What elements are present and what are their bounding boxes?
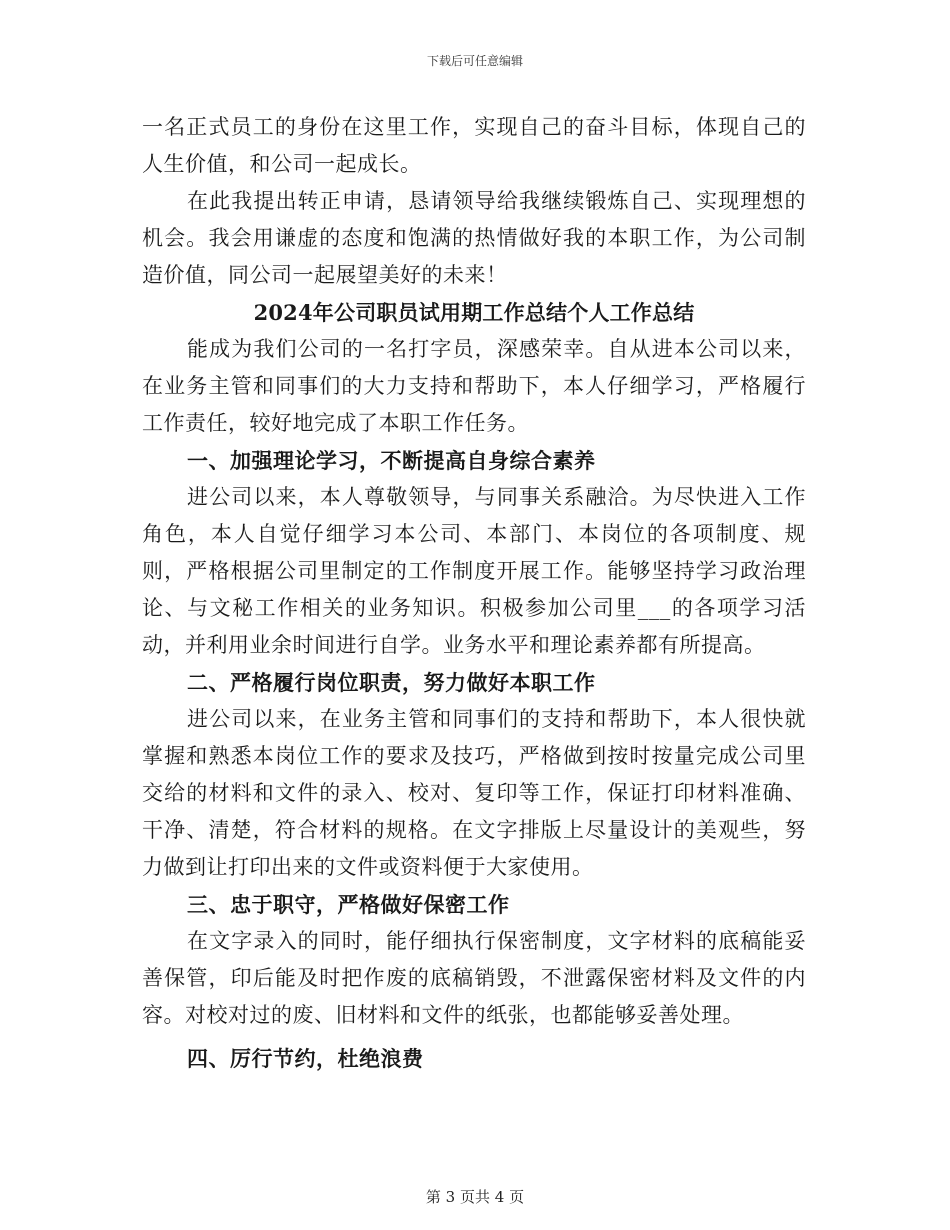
section-heading: 三、忠于职守，严格做好保密工作	[187, 892, 510, 917]
body-paragraph: 进公司以来，本人尊敬领导，与同事关系融洽。为尽快进入工作角色，本人自觉仔细学习本公司、本部门、本岗位的各项制度、规则，严格根据公司里制定的工作制度开展工作。能够坚持学习政治理论、与文秘工作相关的业务知识。积极参加公司里___的各项学习活动，并利用业余时间进行自学。业务水平和理论素养都有所提高。	[142, 485, 806, 657]
page-footer: 第 3 页共 4 页	[425, 1188, 525, 1206]
document-body	[142, 109, 806, 1077]
body-paragraph: 在此我提出转正申请，恳请领导给我继续锻炼自己、实现理想的机会。我会用谦虚的态度和饱满的热情做好我的本职工作，为公司制造价值，同公司一起展望美好的未来！	[142, 189, 806, 287]
body-paragraph: 一名正式员工的身份在这里工作，实现自己的奋斗目标，体现自己的人生价值，和公司一起成长。	[142, 115, 806, 176]
body-paragraph: 能成为我们公司的一名打字员，深感荣幸。自从进本公司以来，在业务主管和同事们的大力支持和帮助下，本人仔细学习，严格履行工作责任，较好地完成了本职工作任务。	[142, 337, 806, 435]
section-heading: 一、加强理论学习，不断提高自身综合素养	[187, 448, 596, 473]
section-heading: 二、严格履行岗位职责，努力做好本职工作	[187, 670, 596, 695]
document-title: 2024年公司职员试用期工作总结个人工作总结	[253, 300, 695, 325]
page-header: 下载后可任意编辑	[426, 54, 523, 68]
body-paragraph: 在文字录入的同时，能仔细执行保密制度，文字材料的底稿能妥善保管，印后能及时把作废的底稿销毁，不泄露保密材料及文件的内容。对校对过的废、旧材料和文件的纸张，也都能够妥善处理。	[142, 929, 806, 1027]
section-heading: 四、厉行节约，杜绝浪费	[187, 1046, 424, 1071]
body-paragraph: 进公司以来，在业务主管和同事们的支持和帮助下，本人很快就掌握和熟悉本岗位工作的要求及技巧，严格做到按时按量完成公司里交给的材料和文件的录入、校对、复印等工作，保证打印材料准确、干净、清楚，符合材料的规格。在文字排版上尽量设计的美观些，努力做到让打印出来的文件或资料便于大家使用。	[142, 707, 806, 879]
